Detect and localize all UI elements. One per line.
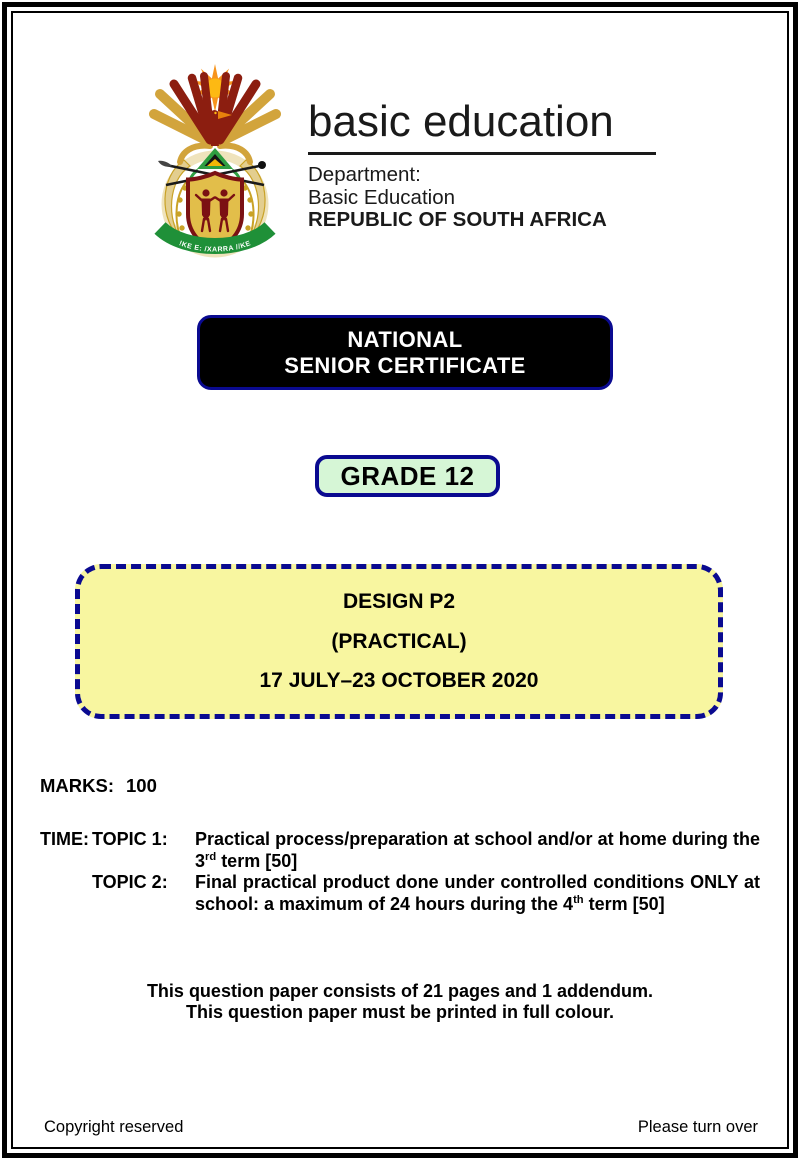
topic1-text bbox=[195, 829, 760, 872]
motto-text: !KE E: /XARRA //KE bbox=[177, 240, 253, 254]
department-name: Basic Education bbox=[308, 185, 456, 209]
national-senior-certificate-banner bbox=[197, 315, 613, 390]
marks-label: MARKS: bbox=[40, 775, 114, 796]
exam-subject: DESIGN P2 bbox=[342, 590, 456, 614]
grade-label: GRADE 12 bbox=[340, 460, 475, 491]
note-page-count: This question paper consists of 21 pages and 1 addendum. bbox=[146, 981, 654, 1001]
exam-date-range: 17 JULY–23 OCTOBER 2020 bbox=[259, 668, 539, 692]
department-header bbox=[308, 97, 656, 232]
marks-row bbox=[40, 775, 157, 797]
nsc-line1: NATIONAL bbox=[347, 326, 463, 352]
grade-badge bbox=[315, 455, 500, 497]
page-footer bbox=[44, 1118, 758, 1137]
topic2-ordinal-sup: th bbox=[573, 893, 584, 906]
basic-education-wordmark: basic education bbox=[308, 97, 614, 146]
topic-row-2 bbox=[40, 872, 760, 915]
topic1-label: TOPIC 1: bbox=[92, 829, 168, 849]
nsc-line2: SENIOR CERTIFICATE bbox=[284, 352, 526, 378]
topic2-text-post: term [50] bbox=[588, 893, 665, 914]
south-africa-coat-of-arms-icon bbox=[140, 62, 290, 262]
topic-row-1 bbox=[40, 829, 760, 872]
marks-value: 100 bbox=[126, 775, 157, 796]
instruction-notes bbox=[0, 981, 800, 1022]
topic2-text-pre: Final practical product done under controlled conditions ONLY at school: a maximum of 24 hours during the 4 bbox=[195, 872, 760, 914]
topic2-text bbox=[195, 872, 760, 915]
turn-over-text: Please turn over bbox=[637, 1118, 758, 1136]
time-section bbox=[40, 829, 760, 915]
topic2-label: TOPIC 2: bbox=[92, 872, 168, 892]
country-name: REPUBLIC OF SOUTH AFRICA bbox=[308, 208, 607, 231]
exam-title-box bbox=[75, 564, 723, 719]
department-label: Department: bbox=[308, 163, 421, 186]
topic1-ordinal-sup: rd bbox=[205, 850, 217, 863]
topic1-text-pre: Practical process/preparation at school and/or at home during the 3 bbox=[195, 829, 760, 871]
topic1-text-post: term [50] bbox=[221, 850, 298, 871]
copyright-text: Copyright reserved bbox=[44, 1118, 184, 1136]
exam-paper-type: (PRACTICAL) bbox=[331, 629, 467, 653]
time-label: TIME: bbox=[40, 829, 89, 849]
note-full-colour: This question paper must be printed in full colour. bbox=[185, 1001, 615, 1022]
wordmark-underline bbox=[308, 152, 656, 155]
